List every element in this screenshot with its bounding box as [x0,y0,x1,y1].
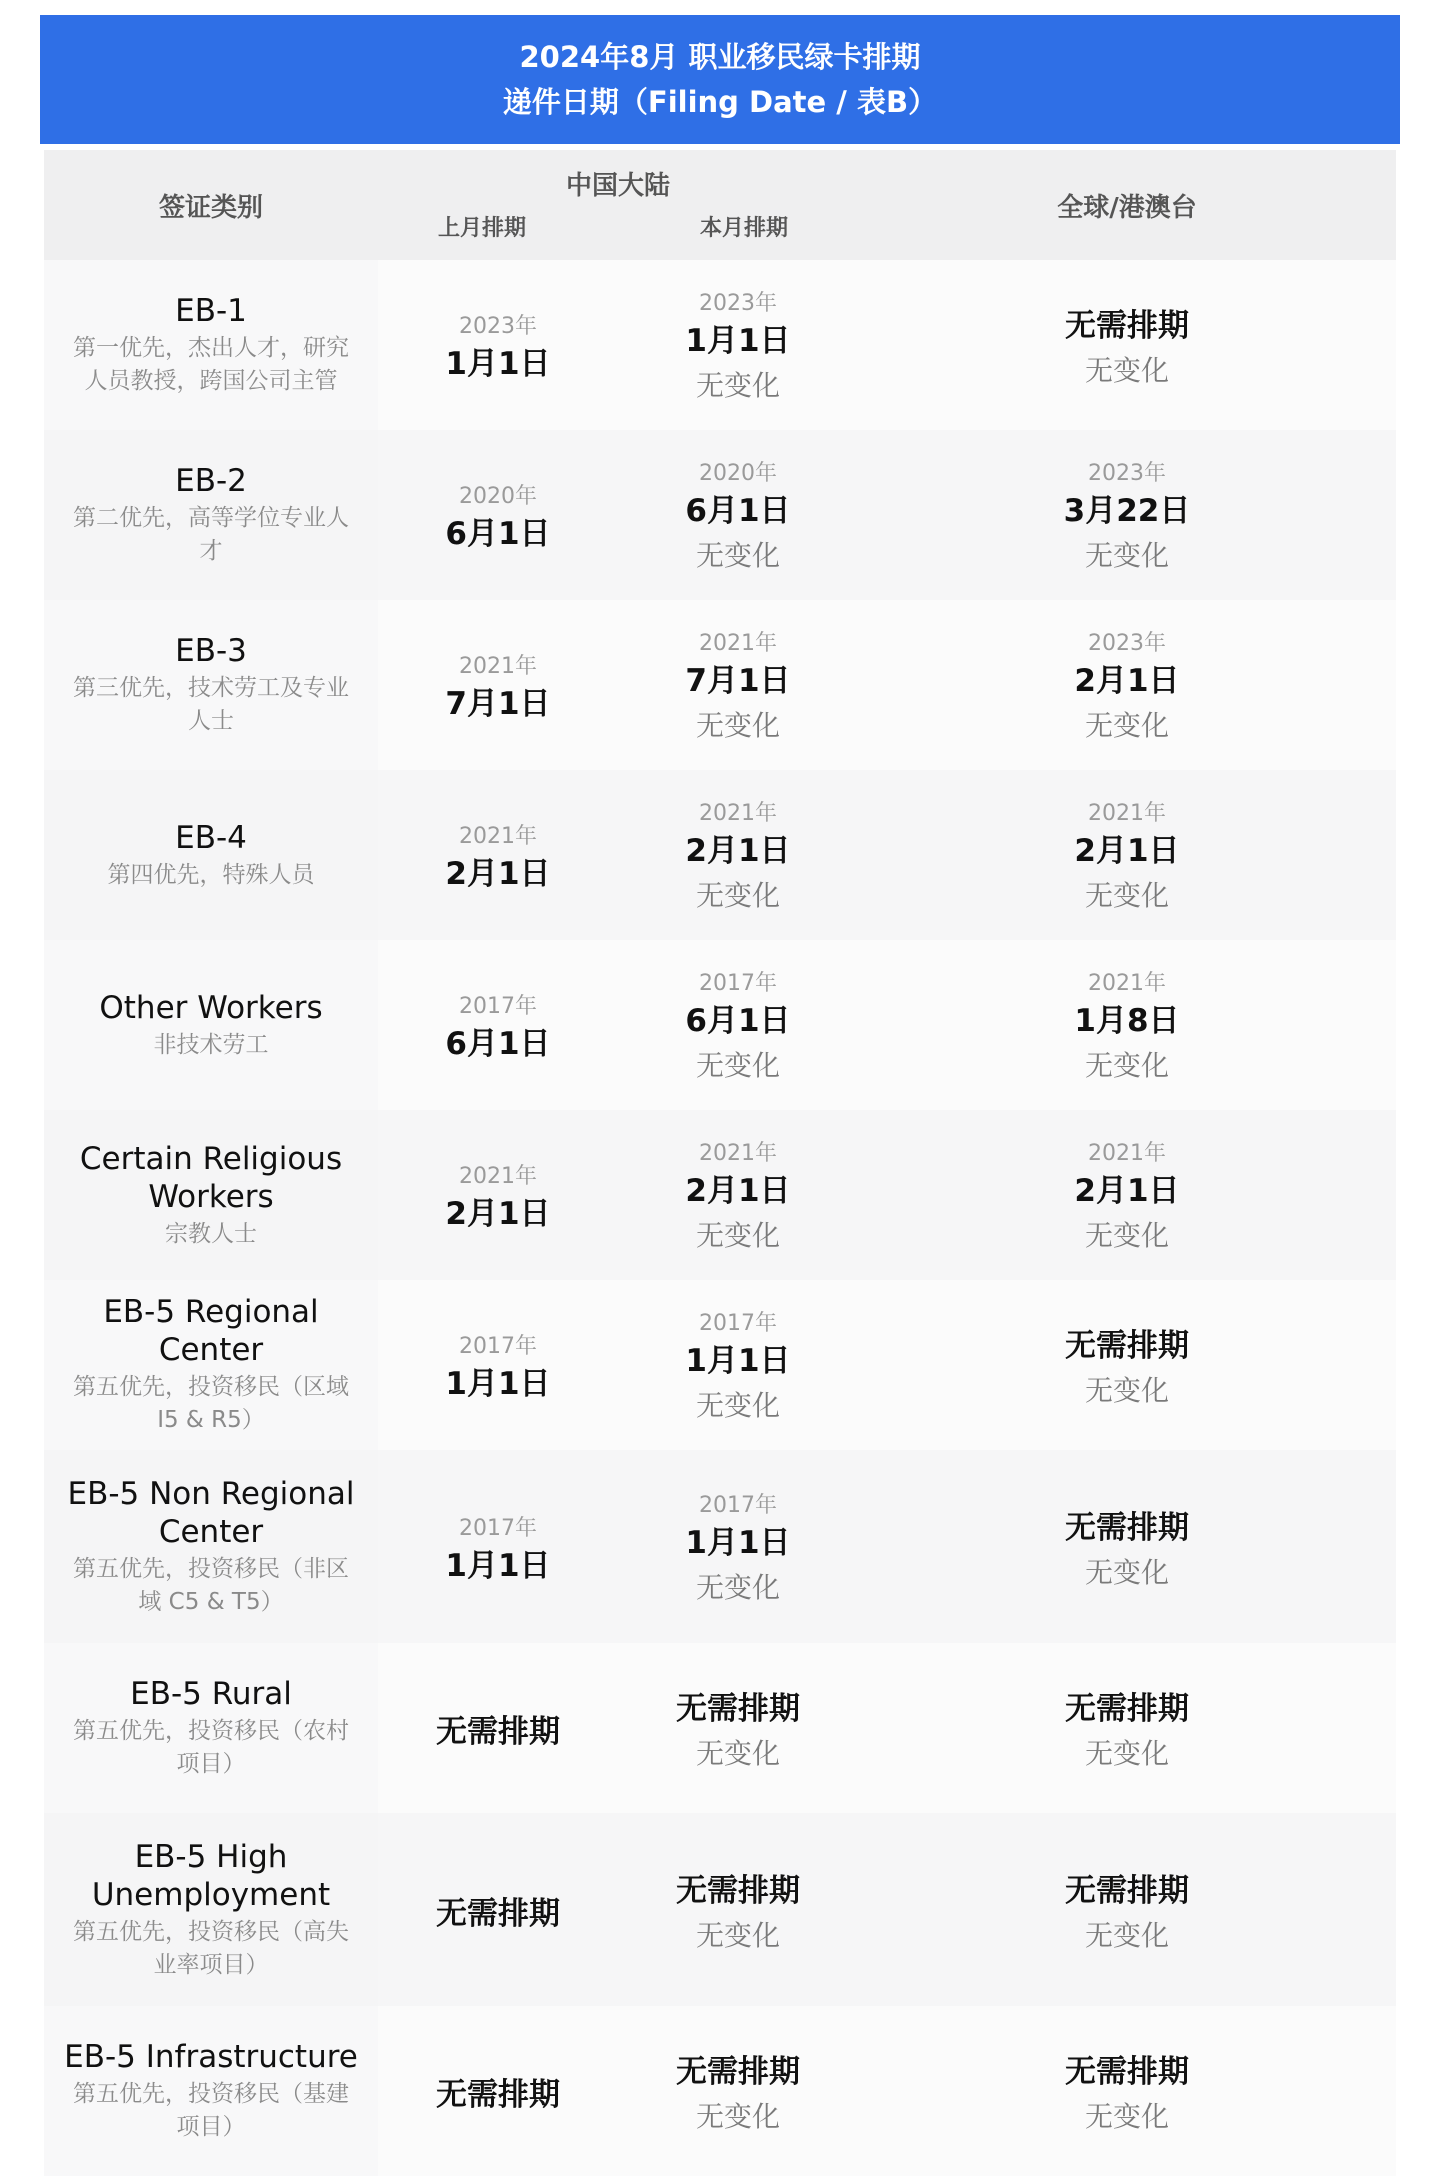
date-value: 无需排期 [676,2054,800,2090]
status-label: 无变化 [1084,2100,1169,2133]
table-row [44,1643,1396,1813]
status-label: 无变化 [1084,1555,1169,1589]
category-name: Other Workers [99,989,323,1026]
china-this-month-cell [618,430,858,600]
title-banner [40,15,1400,144]
date-value: 1月8日 [1074,1003,1180,1039]
china-this-month-cell [618,940,858,1110]
year-label: 2021年 [1088,801,1166,826]
date-value: 1月1日 [685,323,791,359]
year-label: 2023年 [1088,461,1166,486]
date-value: 无需排期 [1065,1328,1189,1364]
table-header [44,150,1396,260]
status-label: 无变化 [695,2100,780,2133]
status-label: 无变化 [1084,709,1169,742]
year-label: 2021年 [459,654,537,679]
date-value: 2月1日 [685,1173,791,1209]
category-description: 第五优先，投资移民（区域I5 & R5） [73,1374,349,1433]
global-cell [858,2006,1396,2176]
status-label: 无变化 [695,1570,780,1604]
date-value: 无需排期 [1065,1691,1189,1727]
status-label: 无变化 [1084,1918,1169,1952]
date-value: 无需排期 [436,1895,560,1932]
year-label: 2017年 [699,971,777,996]
category-name: EB-4 [175,819,247,856]
year-label: 2021年 [459,824,537,849]
category-cell [44,430,378,600]
header-last-month: 上月排期 [438,215,527,241]
year-label: 2021年 [699,1141,777,1166]
page-subtitle: 递件日期（Filing Date / 表B） [502,84,938,119]
china-last-month-cell [378,1280,618,1450]
china-this-month-cell [618,1643,858,1813]
table-row [44,2006,1396,2176]
china-last-month-cell [378,1110,618,1280]
status-label: 无变化 [1084,1374,1169,1407]
category-cell [44,1110,378,1280]
category-cell [44,600,378,770]
date-value: 6月1日 [445,1026,551,1062]
date-value: 7月1日 [685,663,791,699]
date-value: 无需排期 [1065,1509,1189,1546]
header-this-month: 本月排期 [699,215,788,241]
status-label: 无变化 [695,879,780,912]
status-label: 无变化 [1084,539,1169,572]
global-cell [858,430,1396,600]
global-cell [858,260,1396,430]
table-row [44,1813,1396,2006]
status-label: 无变化 [695,1737,780,1770]
header-china-group [378,150,858,260]
category-cell [44,2006,378,2176]
category-name: Certain Religious Workers [79,1140,343,1215]
date-value: 1月1日 [445,1547,551,1584]
china-last-month-cell [378,1643,618,1813]
status-label: 无变化 [695,1049,780,1082]
category-name: EB-5 High Unemployment [91,1838,331,1913]
category-description: 第五优先，投资移民（高失业率项目） [73,1918,349,1978]
status-label: 无变化 [695,1918,780,1952]
page-title: 2024年8月 职业移民绿卡排期 [519,39,921,74]
category-cell [44,1450,378,1643]
date-value: 2月1日 [445,856,551,892]
category-cell [44,770,378,940]
year-label: 2017年 [459,1334,537,1359]
category-description: 第一优先，杰出人才，研究人员教授，跨国公司主管 [73,335,349,394]
global-cell [858,770,1396,940]
category-cell [44,1280,378,1450]
table-row [44,1110,1396,1280]
china-last-month-cell [378,1450,618,1643]
china-this-month-cell [618,1450,858,1643]
year-label: 2017年 [459,994,537,1019]
table-row [44,1280,1396,1450]
date-value: 6月1日 [445,516,551,552]
date-value: 2月1日 [1074,1173,1180,1209]
china-last-month-cell [378,770,618,940]
category-cell [44,1813,378,2006]
year-label: 2021年 [1088,971,1166,996]
year-label: 2023年 [699,291,777,316]
date-value: 1月1日 [445,346,551,382]
category-cell [44,1643,378,1813]
table-row [44,770,1396,940]
china-last-month-cell [378,2006,618,2176]
china-this-month-cell [618,1110,858,1280]
category-description: 第五优先，投资移民（基建项目） [73,2081,349,2140]
table-row [44,430,1396,600]
date-value: 无需排期 [676,1872,800,1909]
table-body [44,260,1396,2176]
status-label: 无变化 [695,1219,780,1252]
year-label: 2021年 [699,801,777,826]
date-value: 1月1日 [685,1343,791,1379]
date-value: 2月1日 [1074,663,1180,699]
category-description: 非技术劳工 [153,1031,269,1058]
page-wrapper [40,15,1400,2176]
global-cell [858,1280,1396,1450]
year-label: 2023年 [1088,631,1166,656]
date-value: 6月1日 [685,1003,791,1039]
status-label: 无变化 [1084,1219,1169,1252]
category-cell [44,940,378,1110]
table-row [44,260,1396,430]
category-name: EB-5 Rural [130,1676,292,1712]
year-label: 2017年 [699,1492,777,1518]
date-value: 无需排期 [1065,2054,1189,2090]
date-value: 2月1日 [685,833,791,869]
category-name: EB-5 Regional Center [103,1294,319,1368]
year-label: 2020年 [459,484,537,509]
date-value: 6月1日 [685,493,791,529]
table-row [44,1450,1396,1643]
date-value: 3月22日 [1063,493,1191,529]
category-name: EB-1 [175,293,247,329]
header-global: 全球/港澳台 [858,150,1396,260]
year-label: 2023年 [459,314,537,339]
status-label: 无变化 [695,369,780,402]
status-label: 无变化 [1084,1737,1169,1770]
status-label: 无变化 [695,539,780,572]
status-label: 无变化 [695,1389,780,1422]
china-this-month-cell [618,600,858,770]
global-cell [858,600,1396,770]
global-cell [858,940,1396,1110]
category-description: 第五优先，投资移民（农村项目） [73,1718,349,1777]
category-name: EB-5 Non Regional Center [67,1475,355,1550]
china-last-month-cell [378,940,618,1110]
category-description: 宗教人士 [165,1220,257,1247]
status-label: 无变化 [1084,354,1169,387]
china-last-month-cell [378,600,618,770]
china-this-month-cell [618,260,858,430]
visa-bulletin-table [44,150,1396,2176]
china-this-month-cell [618,1813,858,2006]
category-description: 第二优先，高等学位专业人才 [73,505,349,564]
category-name: EB-2 [175,463,247,499]
category-name: EB-3 [175,633,247,669]
header-china: 中国大陆 [565,170,670,201]
date-value: 无需排期 [436,2077,560,2113]
date-value: 1月1日 [445,1366,551,1402]
category-description: 第五优先，投资移民（非区域 C5 & T5） [73,1555,349,1615]
china-this-month-cell [618,2006,858,2176]
year-label: 2020年 [699,461,777,486]
china-this-month-cell [618,770,858,940]
year-label: 2021年 [699,631,777,656]
china-last-month-cell [378,1813,618,2006]
global-cell [858,1110,1396,1280]
date-value: 无需排期 [436,1714,560,1750]
year-label: 2017年 [459,1515,537,1541]
date-value: 2月1日 [1074,833,1180,869]
status-label: 无变化 [1084,1049,1169,1082]
global-cell [858,1643,1396,1813]
status-label: 无变化 [1084,879,1169,912]
year-label: 2021年 [1088,1141,1166,1166]
date-value: 1月1日 [685,1524,791,1561]
global-cell [858,1813,1396,2006]
global-cell [858,1450,1396,1643]
table-row [44,600,1396,770]
table-row [44,940,1396,1110]
china-last-month-cell [378,260,618,430]
category-description: 第四优先，特殊人员 [107,861,315,888]
date-value: 无需排期 [1065,1872,1189,1909]
china-this-month-cell [618,1280,858,1450]
year-label: 2017年 [699,1311,777,1336]
header-category: 签证类别 [44,150,378,260]
date-value: 无需排期 [1065,308,1189,344]
year-label: 2021年 [459,1164,537,1189]
status-label: 无变化 [695,709,780,742]
date-value: 无需排期 [676,1691,800,1727]
china-last-month-cell [378,430,618,600]
category-name: EB-5 Infrastructure [64,2039,358,2075]
category-cell [44,260,378,430]
category-description: 第三优先，技术劳工及专业人士 [73,675,349,734]
date-value: 7月1日 [445,686,551,722]
date-value: 2月1日 [445,1196,551,1232]
